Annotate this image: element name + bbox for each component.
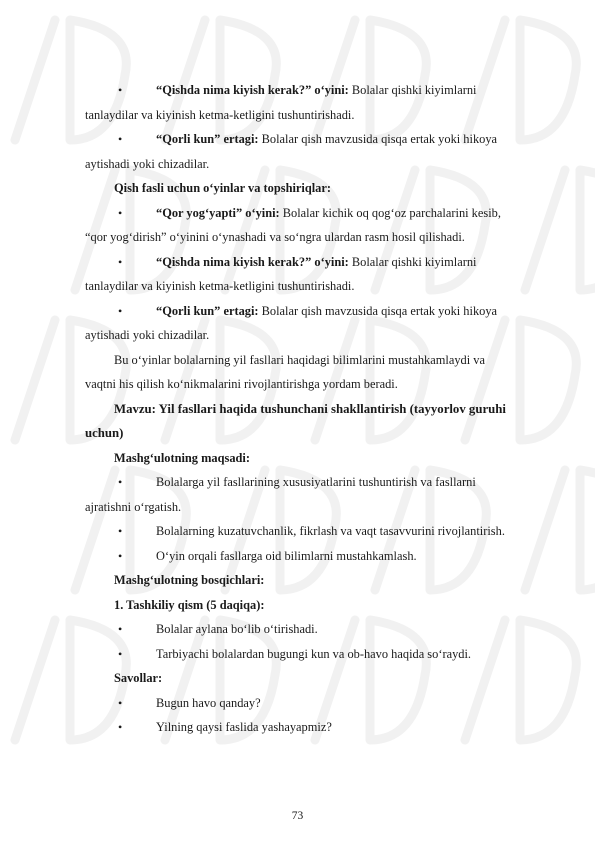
- list-item: O‘yin orqali fasllarga oid bilimlarni mustahkamlash.: [156, 549, 417, 563]
- bullet-marker: •: [118, 255, 123, 269]
- list-item: Bolalarning kuzatuvchanlik, fikrlash va vaqt tasavvurini rivojlantirish.: [156, 524, 505, 538]
- section-heading: Qish fasli uchun o‘yinlar va topshiriqlar:: [114, 181, 331, 195]
- list-item: Bugun havo qanday?: [156, 696, 261, 710]
- list-item: Yilning qaysi faslida yashayapmiz?: [156, 720, 332, 734]
- text-line: tanlaydilar va kiyinish ketma-ketligini tushuntirishadi.: [85, 279, 355, 293]
- watermark-glyph: [525, 470, 595, 590]
- bullet-marker: •: [118, 549, 123, 563]
- section-heading: Savollar:: [114, 671, 163, 685]
- list-item: [156, 304, 497, 319]
- list-item: Tarbiyachi bolalardan bugungi kun va ob-havo haqida so‘raydi.: [156, 647, 471, 661]
- item-text: Bolalar qishki kiyimlarni: [348, 83, 477, 97]
- item-text: Bolalar qishki kiyimlarni: [348, 255, 477, 269]
- item-heading: “Qishda nima kiyish kerak?” o‘yini:: [156, 255, 349, 269]
- list-item: Bolalarga yil fasllarining xususiyatlarini tushuntirish va fasllarni: [156, 475, 476, 489]
- text-line: aytishadi yoki chizadilar.: [85, 328, 210, 342]
- item-heading: “Qishda nima kiyish kerak?” o‘yini:: [156, 83, 349, 97]
- bullet-marker: •: [118, 622, 123, 636]
- bullet-marker: •: [118, 647, 123, 661]
- paragraph-line: Bu o‘yinlar bolalarning yil fasllari haqidagi bilimlarini mustahkamlaydi va: [114, 353, 485, 367]
- item-text: Bolalar kichik oq qog‘oz parchalarini kesib,: [279, 206, 501, 220]
- list-item: [156, 206, 501, 221]
- text-line: “qor yog‘dirish” o‘yinini o‘ynashadi va so‘ngra ulardan rasm hosil qilishadi.: [85, 230, 465, 244]
- section-heading: 1. Tashkiliy qism (5 daqiqa):: [114, 598, 265, 612]
- topic-heading-cont: uchun): [85, 426, 124, 440]
- item-text: Bolalar qish mavzusida qisqa ertak yoki hikoya: [258, 132, 498, 146]
- section-heading: Mashg‘ulotning maqsadi:: [114, 451, 250, 465]
- text-line: tanlaydilar va kiyinish ketma-ketligini tushuntirishadi.: [85, 108, 355, 122]
- text-line: ajratishni o‘rgatish.: [85, 500, 182, 514]
- watermark-glyph: [15, 620, 126, 740]
- item-heading: “Qor yog‘yapti” o‘yini:: [156, 206, 280, 220]
- watermark-glyph: [465, 620, 576, 740]
- topic-heading: Mavzu: Yil fasllari haqida tushunchani shakllantirish (tayyorlov guruhi: [114, 402, 506, 416]
- text-line: aytishadi yoki chizadilar.: [85, 157, 210, 171]
- watermark-glyph: [465, 320, 576, 440]
- bullet-marker: •: [118, 475, 123, 489]
- bullet-marker: •: [118, 304, 123, 318]
- item-heading: “Qorli kun” ertagi:: [156, 132, 259, 146]
- list-item: [156, 132, 497, 147]
- bullet-marker: •: [118, 720, 123, 734]
- bullet-marker: •: [118, 83, 123, 97]
- section-heading: Mashg‘ulotning bosqichlari:: [114, 573, 265, 587]
- item-heading: “Qorli kun” ertagi:: [156, 304, 259, 318]
- bullet-marker: •: [118, 696, 123, 710]
- list-item: [156, 255, 476, 270]
- page-number: 73: [291, 810, 304, 822]
- bullet-marker: •: [118, 206, 123, 220]
- watermark-glyph: [525, 170, 595, 290]
- list-item: Bolalar aylana bo‘lib o‘tirishadi.: [156, 622, 318, 636]
- list-item: [156, 83, 476, 98]
- bullet-marker: •: [118, 132, 123, 146]
- paragraph-line: vaqtni his qilish ko‘nikmalarini rivojlantirishga yordam beradi.: [85, 377, 398, 391]
- watermark-glyph: [465, 20, 576, 140]
- bullet-marker: •: [118, 524, 123, 538]
- item-text: Bolalar qish mavzusida qisqa ertak yoki hikoya: [258, 304, 498, 318]
